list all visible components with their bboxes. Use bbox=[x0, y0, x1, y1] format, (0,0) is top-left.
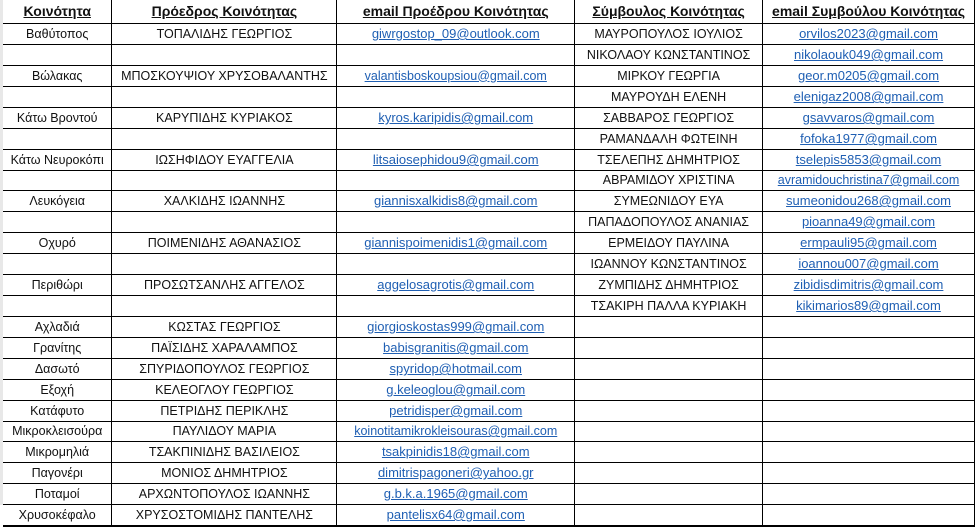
councillor-email-cell bbox=[763, 254, 975, 275]
councillor-email-cell bbox=[763, 87, 975, 108]
table-row bbox=[3, 275, 975, 296]
president-cell-text: ΧΡΥΣΟΣΤΟΜΙΔΗΣ ΠΑΝΤΕΛΗΣ bbox=[135, 507, 313, 522]
councillor-email-cell bbox=[763, 129, 975, 150]
community-cell bbox=[3, 401, 112, 422]
community-cell-text: Κάτω Βροντού bbox=[16, 110, 98, 125]
community-cell-text: Οχυρό bbox=[38, 235, 76, 250]
councillor-cell bbox=[575, 45, 763, 66]
president-email-cell bbox=[337, 45, 575, 66]
table-row bbox=[3, 129, 975, 150]
table-row bbox=[3, 212, 975, 233]
councillor-cell-text: ΡΑΜΑΝΔΑΛΗ ΦΩΤΕΙΝΗ bbox=[599, 131, 738, 146]
councillor-cell bbox=[575, 191, 763, 212]
councillor-email-cell bbox=[763, 338, 975, 359]
president-cell bbox=[112, 191, 337, 212]
table-row bbox=[3, 484, 975, 505]
councillor-cell bbox=[575, 150, 763, 171]
community-cell bbox=[3, 296, 112, 317]
email-link[interactable]: aggelosagrotis@gmail.com bbox=[377, 277, 535, 292]
councillor-email-cell bbox=[763, 24, 975, 45]
email-link[interactable]: babisgranitis@gmail.com bbox=[383, 340, 529, 355]
community-cell bbox=[3, 317, 112, 338]
councillor-cell-text: ΣΥΜΕΩΝΙΔΟΥ ΕΥΑ bbox=[613, 193, 724, 208]
community-cell bbox=[3, 171, 112, 191]
community-cell bbox=[3, 484, 112, 505]
community-cell bbox=[3, 87, 112, 108]
councillor-email-cell bbox=[763, 317, 975, 338]
email-link[interactable]: giwrgostop_09@outlook.com bbox=[371, 26, 540, 41]
president-email-cell bbox=[337, 87, 575, 108]
community-cell bbox=[3, 45, 112, 66]
councillor-cell bbox=[575, 254, 763, 275]
contacts-table bbox=[3, 0, 975, 527]
table-row bbox=[3, 296, 975, 317]
councillor-cell bbox=[575, 233, 763, 254]
councillor-email-cell bbox=[763, 233, 975, 254]
president-email-cell bbox=[337, 463, 575, 484]
president-cell bbox=[112, 87, 337, 108]
community-cell-text: Λευκόγεια bbox=[29, 193, 86, 208]
councillor-cell-text: ΣΑΒΒΑΡΟΣ ΓΕΩΡΓΙΟΣ bbox=[603, 110, 735, 125]
councillor-cell bbox=[575, 401, 763, 422]
president-cell bbox=[112, 150, 337, 171]
header-president-email: email Προέδρου Κοινότητας bbox=[337, 0, 575, 24]
councillor-cell-text: ΝΙΚΟΛΑΟΥ ΚΩΝΣΤΑΝΤΙΝΟΣ bbox=[586, 47, 751, 62]
header-row bbox=[3, 0, 975, 24]
table-row bbox=[3, 150, 975, 171]
councillor-email-cell bbox=[763, 359, 975, 380]
email-link[interactable]: tsakpinidis18@gmail.com bbox=[381, 444, 530, 459]
president-email-cell bbox=[337, 317, 575, 338]
email-link[interactable]: ermpauli95@gmail.com bbox=[800, 235, 937, 250]
community-cell bbox=[3, 191, 112, 212]
email-link[interactable]: nikolaouk049@gmail.com bbox=[793, 47, 944, 62]
councillor-cell-text: ΜΑΥΡΟΠΟΥΛΟΣ ΙΟΥΛΙΟΣ bbox=[594, 26, 743, 41]
president-cell bbox=[112, 380, 337, 401]
councillor-cell bbox=[575, 359, 763, 380]
table-row bbox=[3, 254, 975, 275]
councillor-email-cell bbox=[763, 505, 975, 527]
president-email-cell bbox=[337, 108, 575, 129]
councillor-email-cell bbox=[763, 442, 975, 463]
email-link[interactable]: ioannou007@gmail.com bbox=[798, 256, 939, 271]
councillor-email-cell bbox=[763, 45, 975, 66]
president-cell-text: ΠΑΥΛΙΔΟΥ ΜΑΡΙΑ bbox=[172, 424, 277, 438]
community-cell bbox=[3, 275, 112, 296]
councillor-cell-text: ΜΑΥΡΟΥΔΗ ΕΛΕΝΗ bbox=[611, 89, 727, 104]
community-cell bbox=[3, 66, 112, 87]
community-cell bbox=[3, 129, 112, 150]
email-link[interactable]: spyridop@hotmail.com bbox=[389, 361, 522, 376]
email-link[interactable]: sumeonidou268@gmail.com bbox=[786, 193, 951, 208]
president-cell-text: ΜΟΝΙΟΣ ΔΗΜΗΤΡΙΟΣ bbox=[161, 465, 288, 480]
president-cell bbox=[112, 401, 337, 422]
councillor-cell bbox=[575, 275, 763, 296]
community-cell-text: Μικρομηλιά bbox=[25, 444, 90, 459]
community-cell bbox=[3, 359, 112, 380]
email-link[interactable]: giannispoimenidis1@gmail.com bbox=[364, 235, 548, 250]
table-row bbox=[3, 359, 975, 380]
councillor-email-cell bbox=[763, 191, 975, 212]
email-link[interactable]: fofoka1977@gmail.com bbox=[800, 131, 937, 146]
councillor-cell-text: ΤΣΑΚΙΡΗ ΠΑΛΛΑ ΚΥΡΙΑΚΗ bbox=[590, 298, 747, 313]
president-email-cell bbox=[337, 380, 575, 401]
president-cell-text: ΚΩΣΤΑΣ ΓΕΩΡΓΙΟΣ bbox=[168, 319, 281, 334]
president-email-cell bbox=[337, 359, 575, 380]
councillor-cell bbox=[575, 422, 763, 442]
president-email-cell bbox=[337, 212, 575, 233]
table-row bbox=[3, 505, 975, 527]
councillor-cell bbox=[575, 442, 763, 463]
councillor-email-cell bbox=[763, 212, 975, 233]
header-councillor: Σύμβουλος Κοινότητας bbox=[575, 0, 763, 24]
email-link[interactable]: g.keleoglou@gmail.com bbox=[386, 382, 526, 397]
councillor-cell bbox=[575, 296, 763, 317]
president-cell bbox=[112, 66, 337, 87]
table-row bbox=[3, 45, 975, 66]
president-cell bbox=[112, 422, 337, 442]
councillor-cell bbox=[575, 484, 763, 505]
table-row bbox=[3, 442, 975, 463]
president-email-cell bbox=[337, 254, 575, 275]
email-link[interactable]: elenigaz2008@gmail.com bbox=[793, 89, 944, 104]
councillor-email-cell bbox=[763, 275, 975, 296]
president-cell bbox=[112, 171, 337, 191]
table-row bbox=[3, 66, 975, 87]
email-link[interactable]: kyros.karipidis@gmail.com bbox=[378, 110, 534, 125]
councillor-cell bbox=[575, 463, 763, 484]
president-cell bbox=[112, 24, 337, 45]
president-cell bbox=[112, 442, 337, 463]
email-link[interactable]: valantisboskoupsiou@gmail.com bbox=[364, 68, 547, 83]
president-cell-text: ΑΡΧΩΝΤΟΠΟΥΛΟΣ ΙΩΑΝΝΗΣ bbox=[138, 486, 310, 501]
councillor-cell bbox=[575, 171, 763, 191]
president-cell bbox=[112, 463, 337, 484]
email-link[interactable]: gsavvaros@gmail.com bbox=[802, 110, 935, 125]
header-community: Κοινότητα bbox=[3, 0, 112, 24]
president-cell bbox=[112, 275, 337, 296]
president-cell-text: ΠΑΪΣΙΔΗΣ ΧΑΡΑΛΑΜΠΟΣ bbox=[151, 340, 298, 355]
community-cell-text: Γρανίτης bbox=[33, 340, 82, 355]
email-link[interactable]: zibidisdimitris@gmail.com bbox=[793, 277, 944, 292]
president-cell-text: ΚΕΛΕΟΓΛΟΥ ΓΕΩΡΓΙΟΣ bbox=[155, 382, 294, 397]
councillor-cell-text: ΕΡΜΕΙΔΟΥ ΠΑΥΛΙΝΑ bbox=[608, 235, 730, 250]
councillor-cell bbox=[575, 380, 763, 401]
community-cell bbox=[3, 380, 112, 401]
councillor-cell bbox=[575, 338, 763, 359]
president-cell-text: ΠΡΟΣΩΤΣΑΝΛΗΣ ΑΓΓΕΛΟΣ bbox=[143, 277, 305, 292]
community-cell-text: Βαθύτοπος bbox=[26, 26, 89, 41]
email-link[interactable]: petridisper@gmail.com bbox=[389, 403, 523, 418]
community-cell-text: Αχλαδιά bbox=[34, 319, 80, 334]
email-link[interactable]: g.b.k.a.1965@gmail.com bbox=[383, 486, 528, 501]
president-email-cell bbox=[337, 24, 575, 45]
community-cell bbox=[3, 338, 112, 359]
email-link[interactable]: litsaiosephidou9@gmail.com bbox=[372, 152, 539, 167]
councillor-email-cell bbox=[763, 401, 975, 422]
community-cell bbox=[3, 422, 112, 442]
president-cell bbox=[112, 233, 337, 254]
councillor-cell-text: ΖΥΜΠΙΔΗΣ ΔΗΜΗΤΡΙΟΣ bbox=[598, 277, 739, 292]
president-cell bbox=[112, 296, 337, 317]
councillor-email-cell bbox=[763, 108, 975, 129]
table-row bbox=[3, 338, 975, 359]
councillor-cell-text: ΙΩΑΝΝΟΥ ΚΩΝΣΤΑΝΤΙΝΟΣ bbox=[590, 256, 747, 271]
president-email-cell bbox=[337, 484, 575, 505]
president-cell-text: ΚΑΡΥΠΙΔΗΣ ΚΥΡΙΑΚΟΣ bbox=[156, 110, 293, 125]
email-link[interactable]: pioanna49@gmail.com bbox=[801, 214, 936, 229]
email-link[interactable]: koinotitamikrokleisouras@gmail.com bbox=[354, 424, 558, 438]
councillor-email-cell bbox=[763, 66, 975, 87]
councillor-email-cell bbox=[763, 422, 975, 442]
table-row bbox=[3, 380, 975, 401]
president-cell bbox=[112, 212, 337, 233]
councillor-email-cell bbox=[763, 463, 975, 484]
community-cell bbox=[3, 108, 112, 129]
president-email-cell bbox=[337, 150, 575, 171]
table-row bbox=[3, 422, 975, 442]
councillor-email-cell bbox=[763, 296, 975, 317]
community-cell bbox=[3, 254, 112, 275]
community-cell-text: Μικροκλεισούρα bbox=[12, 424, 103, 438]
councillor-cell bbox=[575, 212, 763, 233]
president-cell-text: ΤΟΠΑΛΙΔΗΣ ΓΕΩΡΓΙΟΣ bbox=[156, 26, 293, 41]
councillor-email-cell bbox=[763, 150, 975, 171]
president-email-cell bbox=[337, 422, 575, 442]
president-cell-text: ΧΑΛΚΙΔΗΣ ΙΩΑΝΝΗΣ bbox=[163, 193, 286, 208]
councillor-cell bbox=[575, 129, 763, 150]
community-cell-text: Ποταμοί bbox=[34, 486, 80, 501]
president-cell bbox=[112, 45, 337, 66]
councillor-email-cell bbox=[763, 484, 975, 505]
councillor-cell bbox=[575, 66, 763, 87]
email-link[interactable]: giorgioskostas999@gmail.com bbox=[367, 319, 545, 334]
email-link[interactable]: dimitrispagoneri@yahoo.gr bbox=[377, 465, 534, 480]
community-cell bbox=[3, 442, 112, 463]
councillor-cell bbox=[575, 108, 763, 129]
president-cell-text: ΜΠΟΣΚΟΥΨΙΟΥ ΧΡΥΣΟΒΑΛΑΝΤΗΣ bbox=[121, 68, 328, 83]
email-link[interactable]: orvilos2023@gmail.com bbox=[799, 26, 938, 41]
community-cell bbox=[3, 150, 112, 171]
president-email-cell bbox=[337, 191, 575, 212]
president-cell bbox=[112, 108, 337, 129]
email-link[interactable]: kikimarios89@gmail.com bbox=[796, 298, 941, 313]
table-row bbox=[3, 87, 975, 108]
community-cell bbox=[3, 463, 112, 484]
councillor-cell-text: ΜΙΡΚΟΥ ΓΕΩΡΓΙΑ bbox=[617, 68, 720, 83]
councillor-cell-text: ΤΣΕΛΕΠΗΣ ΔΗΜΗΤΡΙΟΣ bbox=[597, 152, 740, 167]
president-cell bbox=[112, 338, 337, 359]
president-email-cell bbox=[337, 171, 575, 191]
table-row bbox=[3, 24, 975, 45]
president-email-cell bbox=[337, 442, 575, 463]
president-cell bbox=[112, 129, 337, 150]
president-email-cell bbox=[337, 505, 575, 527]
president-email-cell bbox=[337, 233, 575, 254]
email-link[interactable]: pantelisx64@gmail.com bbox=[386, 507, 525, 522]
president-cell-text: ΤΣΑΚΠΙΝΙΔΗΣ ΒΑΣΙΛΕΙΟΣ bbox=[148, 444, 300, 459]
community-cell bbox=[3, 505, 112, 527]
councillor-cell bbox=[575, 24, 763, 45]
president-email-cell bbox=[337, 401, 575, 422]
president-cell bbox=[112, 317, 337, 338]
councillor-cell bbox=[575, 87, 763, 108]
email-link[interactable]: avramidouchristina7@gmail.com bbox=[777, 173, 960, 187]
councillor-email-cell bbox=[763, 171, 975, 191]
table-row bbox=[3, 233, 975, 254]
president-cell bbox=[112, 484, 337, 505]
president-cell-text: ΠΟΙΜΕΝΙΔΗΣ ΑΘΑΝΑΣΙΟΣ bbox=[147, 235, 302, 250]
president-email-cell bbox=[337, 66, 575, 87]
header-councillor-email: email Συμβούλου Κοινότητας bbox=[763, 0, 975, 24]
president-email-cell bbox=[337, 338, 575, 359]
community-cell-text: Περιθώρι bbox=[31, 277, 83, 292]
email-link[interactable]: geor.m0205@gmail.com bbox=[797, 68, 940, 83]
president-cell bbox=[112, 359, 337, 380]
table-row bbox=[3, 401, 975, 422]
councillor-cell bbox=[575, 505, 763, 527]
president-cell-text: ΠΕΤΡΙΔΗΣ ΠΕΡΙΚΛΗΣ bbox=[160, 403, 289, 418]
president-cell bbox=[112, 254, 337, 275]
table-row bbox=[3, 191, 975, 212]
email-link[interactable]: giannisxalkidis8@gmail.com bbox=[374, 193, 538, 208]
community-cell bbox=[3, 233, 112, 254]
header-president: Πρόεδρος Κοινότητας bbox=[112, 0, 337, 24]
community-cell-text: Παγονέρι bbox=[31, 465, 83, 480]
community-cell-text: Εξοχή bbox=[40, 382, 75, 397]
councillor-cell-text: ΠΑΠΑΔΟΠΟΥΛΟΣ ΑΝΑΝΙΑΣ bbox=[588, 214, 750, 229]
table-row bbox=[3, 108, 975, 129]
president-cell-text: ΣΠΥΡΙΔΟΠΟΥΛΟΣ ΓΕΩΡΓΙΟΣ bbox=[139, 361, 310, 376]
councillor-cell-text: ΑΒΡΑΜΙΔΟΥ ΧΡΙΣΤΙΝΑ bbox=[602, 173, 735, 187]
community-cell-text: Κάτω Νευροκόπι bbox=[10, 152, 104, 167]
community-cell-text: Δασωτό bbox=[34, 361, 80, 376]
president-email-cell bbox=[337, 296, 575, 317]
president-email-cell bbox=[337, 129, 575, 150]
email-link[interactable]: tselepis5853@gmail.com bbox=[795, 152, 942, 167]
community-cell bbox=[3, 212, 112, 233]
table-row bbox=[3, 463, 975, 484]
community-cell bbox=[3, 24, 112, 45]
table-row bbox=[3, 171, 975, 191]
president-cell-text: ΙΩΣΗΦΙΔΟΥ ΕΥΑΓΓΕΛΙΑ bbox=[155, 152, 294, 167]
president-email-cell bbox=[337, 275, 575, 296]
table-row bbox=[3, 317, 975, 338]
community-cell-text: Χρυσοκέφαλο bbox=[18, 507, 96, 522]
community-cell-text: Κατάφυτο bbox=[30, 403, 85, 418]
community-cell-text: Βώλακας bbox=[31, 68, 83, 83]
councillor-email-cell bbox=[763, 380, 975, 401]
councillor-cell bbox=[575, 317, 763, 338]
president-cell bbox=[112, 505, 337, 527]
